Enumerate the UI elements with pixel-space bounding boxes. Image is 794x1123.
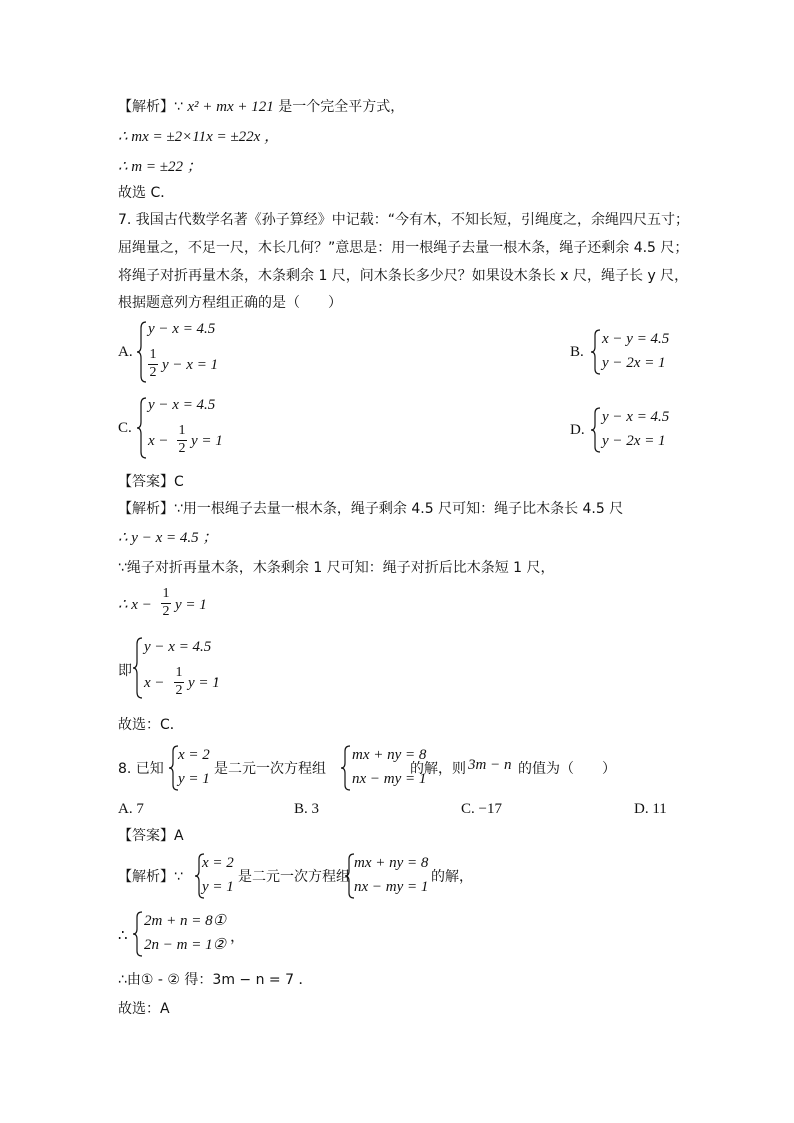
- q7-analysis-line4: [118, 584, 258, 624]
- q8-option-b: B. 3: [294, 801, 320, 817]
- period: ．: [214, 667, 230, 683]
- solution-eq2: y = 1: [202, 879, 234, 895]
- q7-stem-line4: 根据题意列方程组正确的是（ ）: [118, 295, 342, 311]
- q7-analysis-system: [118, 636, 318, 700]
- equation-2: y − 2x = 1: [602, 433, 666, 449]
- fraction-numerator: 1: [149, 347, 157, 362]
- q7-option-b: [570, 328, 710, 376]
- equation-1: x − y = 4.5: [602, 331, 670, 347]
- equation-suffix: y = 1: [175, 597, 207, 613]
- q8-answer: 【答案】A: [118, 828, 184, 844]
- equation-1: y − x = 4.5: [602, 409, 670, 425]
- math-expression: 3m − n: [468, 757, 512, 773]
- fraction-denominator: 2: [178, 441, 186, 456]
- ji-label: 即: [118, 663, 132, 679]
- fraction-numerator: 1: [175, 665, 183, 680]
- q7-option-c: [118, 396, 338, 460]
- stem-text: 是二元一次方程组: [214, 761, 326, 777]
- stem-text: 的解，则: [410, 761, 466, 777]
- analysis-label: 【解析】∵: [118, 869, 183, 885]
- fraction-numerator: 1: [162, 586, 170, 601]
- left-brace-icon: [590, 328, 602, 376]
- equation-2-suffix: y = 1: [188, 675, 220, 691]
- q8-conclusion: 故选：A: [118, 1001, 170, 1017]
- q7-stem-line3: 将绳子对折再量木条，木条剩余 1 尺，问木条长多少尺？如果设木条长 x 尺，绳子长 y 尺，: [118, 268, 689, 284]
- equation-2: y − x = 1: [162, 357, 219, 373]
- system-eq2: nx − my = 1: [352, 771, 427, 787]
- system-eq2: nx − my = 1: [354, 879, 429, 895]
- left-brace-icon: [132, 636, 144, 700]
- analysis-text: 是一个完全平方式，: [278, 99, 405, 115]
- q6-step1: ∴ mx = ±2×11x = ±22x ，: [118, 129, 280, 145]
- question-number: 8. 已知: [118, 761, 164, 777]
- left-brace-icon: [340, 744, 352, 792]
- q8-analysis-system: [118, 910, 338, 958]
- analysis-text: 的解，: [431, 869, 473, 885]
- analysis-text: 是二元一次方程组: [238, 869, 350, 885]
- equation-2: 2n − m = 1②: [144, 937, 227, 953]
- q8-option-d: D. 11: [634, 801, 667, 817]
- comma: ，: [230, 929, 246, 945]
- q6-analysis-line: [118, 97, 404, 117]
- q7-option-a: [118, 320, 338, 384]
- left-brace-icon: [136, 320, 148, 384]
- equation-1: y − x = 4.5: [144, 639, 212, 655]
- option-label: D.: [570, 422, 585, 438]
- equation-prefix: ∴ x −: [118, 597, 152, 613]
- solution-eq2: y = 1: [178, 771, 210, 787]
- equation-1: y − x = 4.5: [148, 397, 216, 413]
- left-brace-icon: [590, 406, 602, 454]
- solution-eq1: x = 2: [178, 747, 210, 763]
- q8-option-a: A. 7: [118, 801, 144, 817]
- stem-text: 的值为（ ）: [518, 761, 616, 777]
- system-eq1: mx + ny = 8: [352, 747, 427, 763]
- equation-1: y − x = 4.5: [148, 321, 216, 337]
- option-label: B.: [570, 344, 584, 360]
- q8-analysis-line1: [118, 852, 518, 900]
- equation-1: 2m + n = 8①: [144, 913, 227, 929]
- fraction-denominator: 2: [175, 683, 183, 698]
- equation-2-suffix: y = 1: [191, 433, 223, 449]
- q7-analysis-line3: ∵绳子对折再量木条，木条剩余 1 尺可知：绳子对折后比木条短 1 尺，: [118, 560, 555, 576]
- equation-2: y − 2x = 1: [602, 355, 666, 371]
- fraction-numerator: 1: [178, 423, 186, 438]
- q7-analysis-line2: ∴ y − x = 4.5 ；: [118, 530, 218, 546]
- q7-stem-line2: 屈绳量之，不足一尺，木长几何？”意思是：用一根绳子去量一根木条，绳子还剩余 4.5 尺；: [118, 240, 689, 256]
- q7-answer: 【答案】C: [118, 474, 184, 490]
- fraction-denominator: 2: [162, 604, 170, 619]
- q7-conclusion: 故选：C．: [118, 717, 184, 733]
- analysis-label: 【解析】∵: [118, 99, 183, 115]
- left-brace-icon: [136, 396, 148, 460]
- fraction-denominator: 2: [149, 365, 157, 380]
- equation-2-prefix: x −: [144, 675, 165, 691]
- q8-stem: [118, 744, 618, 792]
- therefore-symbol: ∴: [118, 928, 128, 944]
- q8-step: ∴由① - ② 得：3m − n = 7 ．: [118, 972, 313, 988]
- math-expression: x² + mx + 121: [187, 99, 274, 115]
- q6-conclusion: 故选 C．: [118, 185, 175, 201]
- q6-step2: ∴ m = ±22 ；: [118, 159, 202, 175]
- q7-option-d: [570, 406, 710, 454]
- solution-eq1: x = 2: [202, 855, 234, 871]
- system-eq1: mx + ny = 8: [354, 855, 429, 871]
- q7-analysis-line1: 【解析】∵用一根绳子去量一根木条，绳子剩余 4.5 尺可知：绳子比木条长 4.5 尺: [118, 501, 624, 517]
- q7-stem-line1: 7. 我国古代数学名著《孙子算经》中记载：“今有木，不知长短，引绳度之，余绳四尺五寸；: [118, 212, 690, 228]
- q8-option-c: C. −17: [461, 801, 502, 817]
- left-brace-icon: [132, 910, 144, 958]
- option-label: A.: [118, 344, 133, 360]
- equation-2-prefix: x −: [148, 433, 169, 449]
- option-label: C.: [118, 420, 132, 436]
